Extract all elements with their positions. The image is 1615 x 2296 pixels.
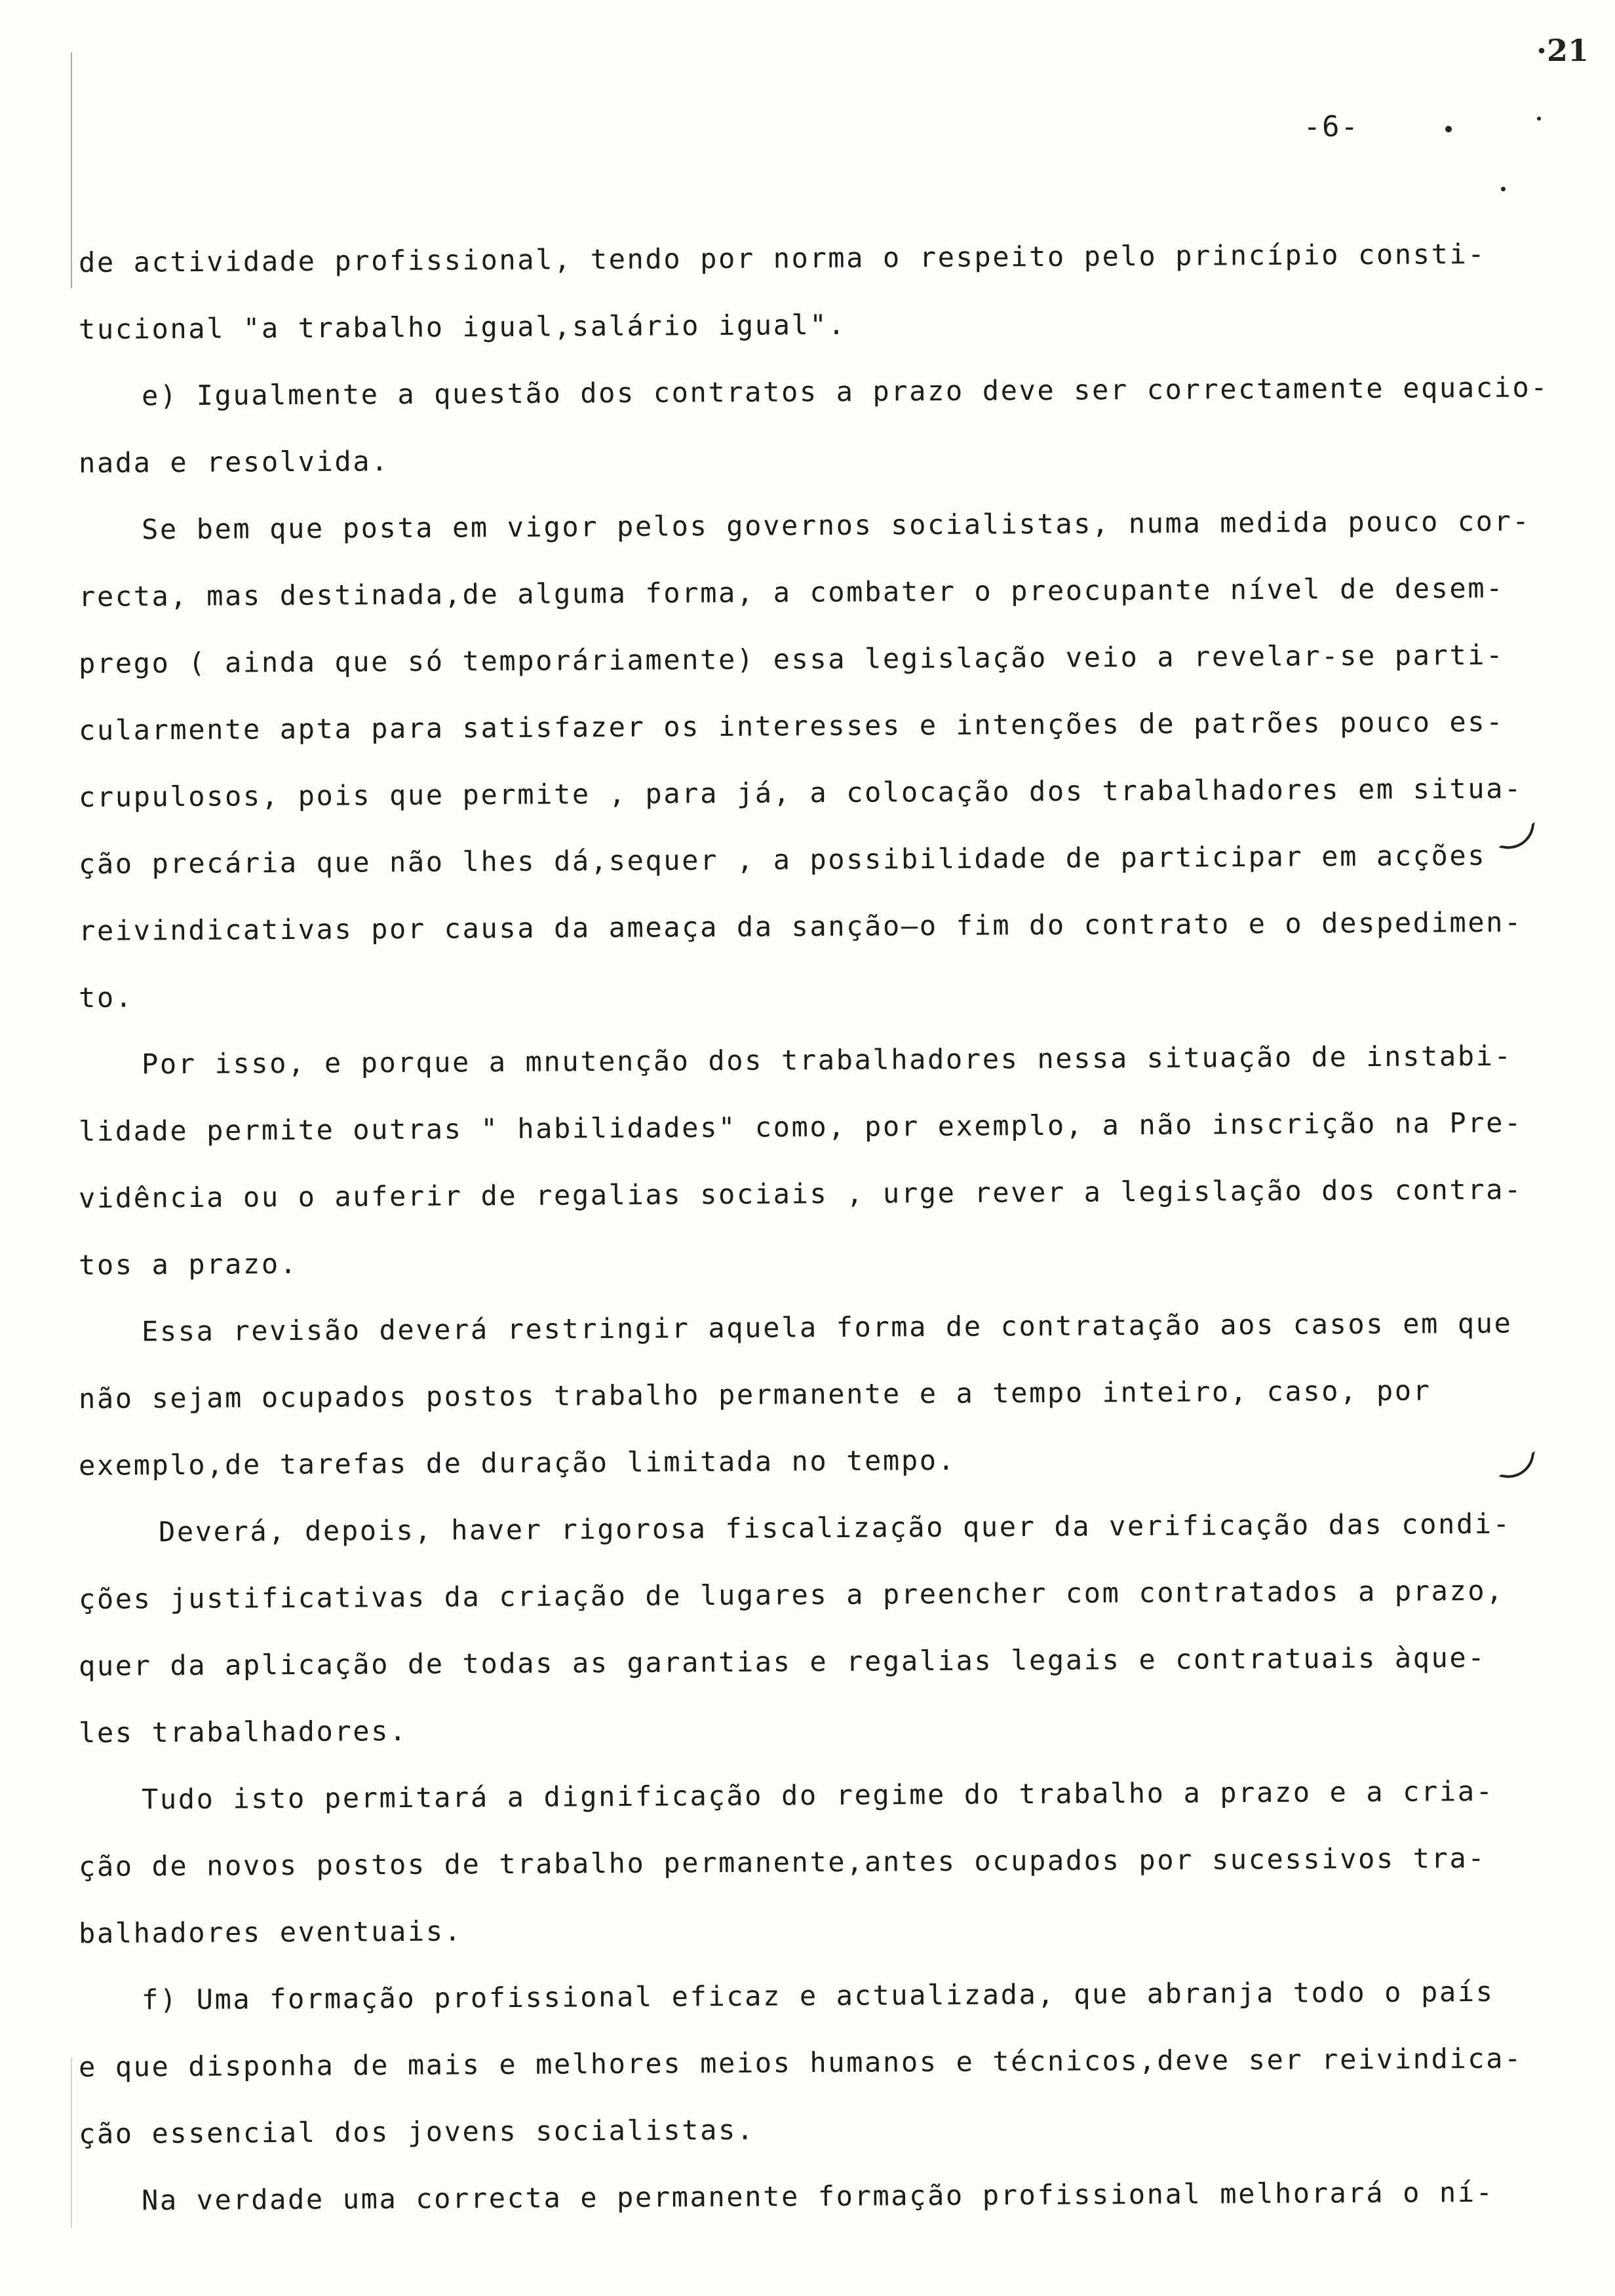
text-line: Tudo isto permitará a dignificação do regime do trabalho a prazo e a cria- <box>141 1774 1494 1816</box>
text-line: e) Igualmente a questão dos contratos a prazo deve ser correctamente equacio- <box>141 371 1549 412</box>
text-line: ções justificativas da criação de lugares a preencher com contratados a prazo, <box>78 1574 1505 1615</box>
text-line: Na verdade uma correcta e permanente formação profissional melhorará o ní- <box>141 2175 1494 2217</box>
text-line: cularmente apta para satisfazer os interesses e intenções de patrões pouco es- <box>78 705 1505 746</box>
ink-dot <box>1445 126 1452 132</box>
text-line: ção precária que não lhes dá,sequer , a possibilidade de participar em acções <box>78 839 1487 880</box>
text-line: crupulosos, pois que permite , para já, a colocação dos trabalhadores em situa- <box>78 772 1523 813</box>
text-line: les trabalhadores. <box>78 1714 408 1749</box>
text-line: de actividade profissional, tendo por norma o respeito pelo princípio consti- <box>78 237 1487 278</box>
text-line: Deverá, depois, haver rigorosa fiscalização quer da verificação das condi- <box>158 1507 1511 1548</box>
margin-line <box>71 52 72 288</box>
ink-dot <box>1537 117 1541 121</box>
text-line: exemplo,de tarefas de duração limitada no tempo. <box>78 1444 956 1482</box>
text-line: não sejam ocupados postos trabalho permanente e a tempo inteiro, caso, por <box>78 1374 1431 1415</box>
margin-line-lower <box>71 2057 72 2228</box>
text-line: reivindicativas por causa da ameaça da sanção—o fim do contrato e o despedimen- <box>78 906 1523 947</box>
text-line: Se bem que posta em vigor pelos governos socialistas, numa medida pouco cor- <box>141 505 1531 546</box>
body-text <box>78 229 1549 2234</box>
text-line: balhadores eventuais. <box>78 1915 463 1949</box>
text-line: ção de novos postos de trabalho permanente,antes ocupados por sucessivos tra- <box>78 1841 1487 1883</box>
ink-dot <box>1501 187 1506 191</box>
text-line: tos a prazo. <box>78 1247 298 1281</box>
text-line: lidade permite outras " habilidades" como, por exemplo, a não inscrição na Pre- <box>78 1106 1523 1147</box>
text-line: tucional "a trabalho igual,salário igual". <box>78 308 847 345</box>
text-line: vidência ou o auferir de regalias sociais , urge rever a legislação dos contra- <box>78 1173 1523 1214</box>
text-line: to. <box>78 981 134 1014</box>
text-line: prego ( ainda que só temporáriamente) essa legislação veio a revelar-se parti- <box>78 638 1505 679</box>
text-line: f) Uma formação profissional eficaz e actualizada, que abranja todo o país <box>141 1975 1494 2016</box>
text-line: ção essencial dos jovens socialistas. <box>78 2113 755 2150</box>
text-line: Por isso, e porque a mnutenção dos trabalhadores nessa situação de instabi- <box>141 1039 1513 1081</box>
text-line: quer da aplicação de todas as garantias e regalias legais e contratuais àque- <box>78 1641 1487 1682</box>
text-line: Essa revisão deverá restringir aquela forma de contratação aos casos em que <box>141 1307 1513 1348</box>
text-line: e que disponha de mais e melhores meios humanos e técnicos,deve ser reivindica- <box>78 2042 1523 2083</box>
text-line: recta, mas destinada,de alguma forma, a combater o preocupante nível de desem- <box>78 571 1505 613</box>
page-number: -6- <box>1303 110 1359 144</box>
corner-mark: ·21 <box>1536 33 1589 68</box>
text-line: nada e resolvida. <box>78 445 390 479</box>
